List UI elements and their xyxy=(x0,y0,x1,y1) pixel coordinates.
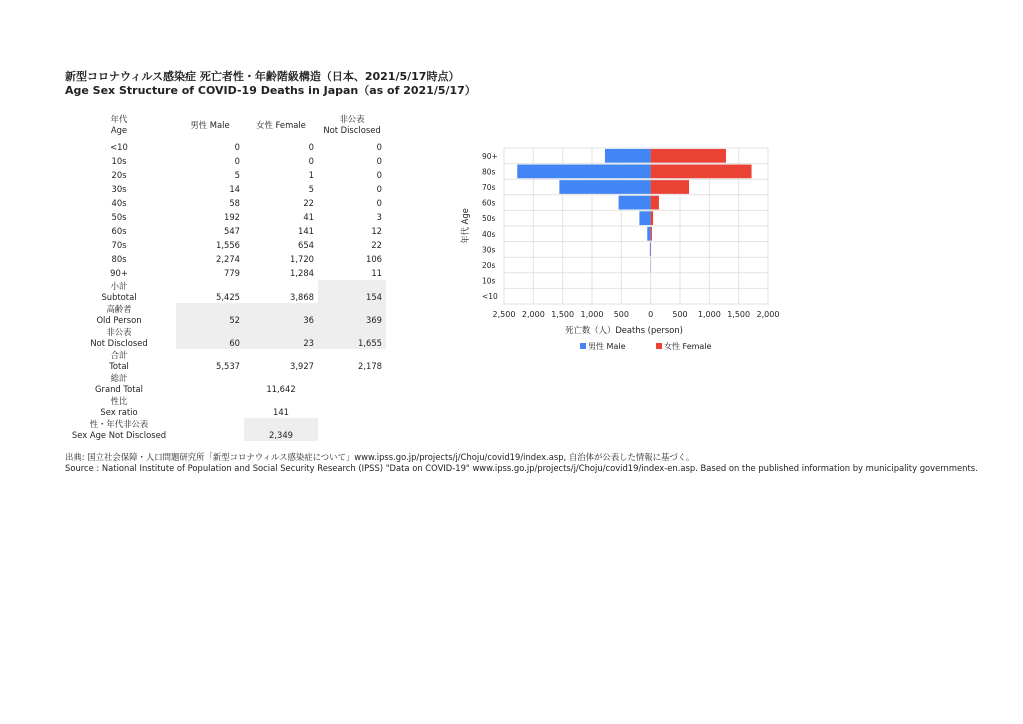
y-axis-title: 年代 Age xyxy=(460,208,470,244)
bar xyxy=(517,165,650,179)
y-tick-label: 60s xyxy=(482,198,496,208)
male-cell: 2,274 xyxy=(216,253,240,264)
page-title-ja: 新型コロナウィルス感染症 死亡者性・年齢階級構造（日本、2021/5/17時点） xyxy=(65,70,460,83)
female-cell: 5 xyxy=(308,183,314,194)
y-tick-label: 20s xyxy=(482,261,496,270)
x-tick-label: 1,500 xyxy=(727,310,751,319)
sex-age-nd-value: 2,349 xyxy=(244,418,318,441)
x-tick-label: 1,500 xyxy=(551,310,575,319)
subtotal-male: 5,425 xyxy=(216,292,240,302)
old-person-male: 52 xyxy=(176,303,244,326)
y-tick-label: 90+ xyxy=(482,151,498,161)
not-disclosed-label xyxy=(62,326,176,349)
legend-swatch xyxy=(656,343,662,349)
nd-cell: 0 xyxy=(376,141,382,152)
table-row xyxy=(62,182,386,196)
total-nd: 2,178 xyxy=(358,361,382,371)
y-tick-label: 40s xyxy=(482,229,496,239)
nd-cell: 106 xyxy=(366,253,382,264)
table-row xyxy=(62,238,386,252)
old-person-en: Old Person xyxy=(96,315,142,325)
sex-ratio-label xyxy=(62,395,176,418)
old-person-nd: 369 xyxy=(318,303,386,326)
old-person-female: 36 xyxy=(244,303,318,326)
chart-svg xyxy=(452,140,782,370)
table-header-row xyxy=(62,110,386,140)
subtotal-female: 3,868 xyxy=(290,292,314,302)
sex-ratio-ja: 性比 xyxy=(110,396,128,406)
female-cell: 1,720 xyxy=(290,253,314,264)
deaths-table xyxy=(62,110,386,441)
age-cell: 90+ xyxy=(110,267,128,278)
not-disclosed-female: 23 xyxy=(244,326,318,349)
y-tick-label: 80s xyxy=(482,167,496,177)
nd-cell: 0 xyxy=(376,183,382,194)
grand-total-ja: 総計 xyxy=(110,373,128,383)
header-age-en: Age xyxy=(110,125,128,135)
header-age xyxy=(62,110,176,140)
table-row xyxy=(62,210,386,224)
total-ja: 合計 xyxy=(110,350,128,360)
nd-cell: 0 xyxy=(376,197,382,208)
total-en: Total xyxy=(109,361,129,371)
nd-cell: 3 xyxy=(376,211,382,222)
x-tick-label: 1,000 xyxy=(697,310,721,319)
table-row xyxy=(62,266,386,280)
nd-cell: 0 xyxy=(376,155,382,166)
sex-age-nd-ja: 性・年代非公表 xyxy=(89,419,149,429)
female-cell: 654 xyxy=(298,239,314,250)
age-cell: 10s xyxy=(111,155,127,166)
bar xyxy=(651,211,653,225)
y-tick-label: <10 xyxy=(482,292,498,302)
male-cell: 1,556 xyxy=(216,239,240,250)
age-cell: 80s xyxy=(111,253,127,264)
subtotal-nd: 154 xyxy=(318,280,386,303)
bar xyxy=(651,149,726,163)
source-ja: 出典: 国立社会保障・人口問題研究所「新型コロナウィルス感染症について」www.ipss.go.jp/projects/j/Choju/covid19/index.asp, 自治体が公表した情報に基づく。 xyxy=(65,452,695,462)
total-label xyxy=(62,349,176,372)
female-cell: 1,284 xyxy=(290,267,314,278)
subtotal-ja: 小計 xyxy=(110,281,128,291)
header-male: 男性 Male xyxy=(190,119,230,130)
old-person-row xyxy=(62,303,386,326)
x-axis-title: 死亡数（人）Deaths (person) xyxy=(565,325,683,335)
nd-cell: 22 xyxy=(371,239,382,250)
header-nd-en: Not Disclosed xyxy=(323,125,381,135)
sex-ratio-value: 141 xyxy=(273,407,289,417)
x-tick-label: 2,000 xyxy=(756,310,780,319)
male-cell: 779 xyxy=(224,267,240,278)
table-row xyxy=(62,196,386,210)
grand-total-value: 11,642 xyxy=(266,384,296,394)
bar xyxy=(651,180,689,194)
female-cell: 22 xyxy=(303,197,314,208)
sex-age-nd-label xyxy=(62,418,176,441)
bar xyxy=(647,227,650,241)
old-person-label xyxy=(62,303,176,326)
table-row xyxy=(62,252,386,266)
not-disclosed-row xyxy=(62,326,386,349)
not-disclosed-ja: 非公表 xyxy=(106,327,132,337)
not-disclosed-en: Not Disclosed xyxy=(90,338,148,348)
male-cell: 0 xyxy=(234,141,240,152)
y-tick-label: 30s xyxy=(482,245,496,255)
nd-cell: 11 xyxy=(371,267,382,278)
grand-total-en: Grand Total xyxy=(95,384,143,394)
sex-ratio-row xyxy=(62,395,386,418)
subtotal-row xyxy=(62,280,386,303)
female-cell: 0 xyxy=(308,155,314,166)
header-not-disclosed xyxy=(318,110,386,140)
x-tick-label: 500 xyxy=(613,310,629,319)
male-cell: 14 xyxy=(229,183,240,194)
x-tick-label: 2,500 xyxy=(492,310,516,319)
nd-cell: 12 xyxy=(371,225,382,236)
subtotal-en: Subtotal xyxy=(101,292,137,302)
bar xyxy=(651,165,752,179)
y-tick-label: 50s xyxy=(482,214,496,224)
y-tick-label: 70s xyxy=(482,183,496,192)
sex-age-nd-en: Sex Age Not Disclosed xyxy=(71,430,167,440)
old-person-ja: 高齢者 xyxy=(106,304,132,314)
bar xyxy=(559,180,650,194)
bar xyxy=(639,211,650,225)
not-disclosed-nd: 1,655 xyxy=(318,326,386,349)
bar xyxy=(619,196,651,210)
age-cell: 50s xyxy=(111,211,127,222)
page-title-en: Age Sex Structure of COVID-19 Deaths in Japan（as of 2021/5/17） xyxy=(65,84,476,97)
bar xyxy=(650,243,651,257)
header-female: 女性 Female xyxy=(256,119,306,130)
total-row xyxy=(62,349,386,372)
y-tick-label: 10s xyxy=(482,276,496,286)
table-row xyxy=(62,154,386,168)
age-cell: 40s xyxy=(111,197,127,208)
x-tick-label: 0 xyxy=(648,310,654,319)
bar xyxy=(651,196,659,210)
age-cell: 20s xyxy=(111,169,127,180)
legend-label: 女性 Female xyxy=(664,342,712,351)
total-male: 5,537 xyxy=(216,361,240,371)
female-cell: 141 xyxy=(298,225,314,236)
table-row xyxy=(62,140,386,154)
population-pyramid-chart xyxy=(452,140,782,370)
female-cell: 1 xyxy=(308,169,314,180)
male-cell: 5 xyxy=(234,169,240,180)
bar xyxy=(651,227,652,241)
source-en: Source : National Institute of Population and Social Security Research (IPSS) "Data on COVID-19" www.ipss.go.jp/projects/j/Choju/covid19/index-en.asp. Based on the published information by municipality governments. xyxy=(65,463,978,473)
female-cell: 41 xyxy=(303,211,314,222)
table-row xyxy=(62,224,386,238)
age-cell: <10 xyxy=(110,141,128,152)
header-age-ja: 年代 xyxy=(110,114,128,124)
grand-total-row xyxy=(62,372,386,395)
header-nd-ja: 非公表 xyxy=(339,114,365,124)
age-rows xyxy=(62,140,386,280)
bar xyxy=(605,149,651,163)
legend-label: 男性 Male xyxy=(588,342,626,351)
grand-total-label xyxy=(62,372,176,395)
male-cell: 192 xyxy=(224,211,240,222)
sex-age-nd-row xyxy=(62,418,386,441)
age-cell: 60s xyxy=(111,225,127,236)
x-tick-label: 2,000 xyxy=(521,310,545,319)
table-row xyxy=(62,168,386,182)
x-tick-label: 500 xyxy=(672,310,688,319)
male-cell: 0 xyxy=(234,155,240,166)
male-cell: 58 xyxy=(229,197,240,208)
sex-ratio-en: Sex ratio xyxy=(100,407,138,417)
x-tick-label: 1,000 xyxy=(580,310,604,319)
nd-cell: 0 xyxy=(376,169,382,180)
female-cell: 0 xyxy=(308,141,314,152)
age-cell: 30s xyxy=(111,183,127,194)
legend-swatch xyxy=(580,343,586,349)
age-cell: 70s xyxy=(111,239,127,250)
subtotal-label xyxy=(62,280,176,303)
not-disclosed-male: 60 xyxy=(176,326,244,349)
male-cell: 547 xyxy=(224,225,240,236)
total-female: 3,927 xyxy=(290,361,314,371)
